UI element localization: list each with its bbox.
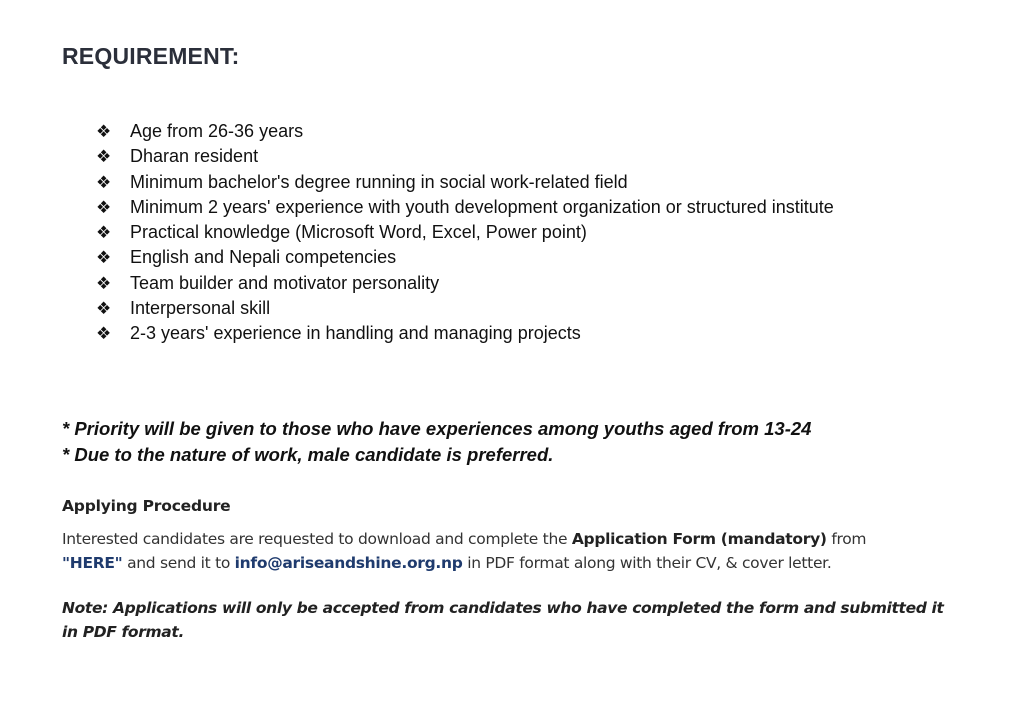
requirement-text: Minimum 2 years' experience with youth development organization or structured institute bbox=[130, 196, 834, 217]
diamond-bullet-icon: ❖ bbox=[96, 197, 112, 217]
requirements-list bbox=[96, 119, 870, 347]
priority-notes bbox=[62, 416, 811, 468]
requirement-text: Practical knowledge (Microsoft Word, Excel, Power point) bbox=[130, 222, 587, 243]
requirement-item bbox=[96, 321, 870, 346]
application-form-label: Application Form (mandatory) bbox=[571, 530, 827, 548]
diamond-bullet-icon: ❖ bbox=[96, 324, 112, 344]
applying-procedure-title: Applying Procedure bbox=[62, 497, 231, 515]
requirement-text: 2-3 years' experience in handling and managing projects bbox=[130, 323, 581, 344]
requirement-text: Dharan resident bbox=[130, 146, 259, 167]
requirement-text: Interpersonal skill bbox=[130, 298, 271, 319]
requirement-text: English and Nepali competencies bbox=[130, 247, 397, 268]
requirement-item bbox=[96, 296, 870, 321]
requirement-item bbox=[96, 245, 870, 270]
requirement-item bbox=[96, 195, 870, 220]
priority-note-gender: * Due to the nature of work, male candidate is preferred. bbox=[62, 444, 554, 465]
diamond-bullet-icon: ❖ bbox=[96, 273, 112, 293]
requirement-item bbox=[96, 144, 870, 169]
requirement-text: Minimum bachelor's degree running in social work-related field bbox=[130, 171, 628, 192]
diamond-bullet-icon: ❖ bbox=[96, 147, 112, 167]
procedure-text-part: from bbox=[826, 530, 867, 548]
diamond-bullet-icon: ❖ bbox=[96, 122, 112, 141]
requirement-heading: REQUIREMENT: bbox=[62, 43, 240, 69]
application-note: Note: Applications will only be accepted from candidates who have completed the form and submitted it in PDF format. bbox=[62, 599, 944, 641]
diamond-bullet-icon: ❖ bbox=[96, 248, 112, 268]
applying-procedure-text bbox=[62, 527, 942, 575]
requirement-text: Team builder and motivator personality bbox=[130, 272, 440, 293]
requirement-item bbox=[96, 220, 870, 245]
here-link[interactable]: "HERE" bbox=[62, 554, 123, 572]
requirement-item bbox=[96, 271, 870, 296]
requirement-text: Age from 26-36 years bbox=[130, 121, 304, 141]
diamond-bullet-icon: ❖ bbox=[96, 223, 112, 243]
email-link[interactable]: info@ariseandshine.org.np bbox=[234, 554, 463, 572]
requirement-item bbox=[96, 119, 870, 144]
diamond-bullet-icon: ❖ bbox=[96, 299, 112, 319]
priority-note-age: * Priority will be given to those who have experiences among youths aged from 13-24 bbox=[62, 418, 812, 439]
procedure-text-part: in PDF format along with their CV, & cover letter. bbox=[462, 554, 832, 572]
procedure-text-part: and send it to bbox=[122, 554, 235, 572]
requirement-item bbox=[96, 170, 870, 195]
diamond-bullet-icon: ❖ bbox=[96, 172, 112, 192]
procedure-text-part: Interested candidates are requested to download and complete the bbox=[62, 530, 572, 548]
